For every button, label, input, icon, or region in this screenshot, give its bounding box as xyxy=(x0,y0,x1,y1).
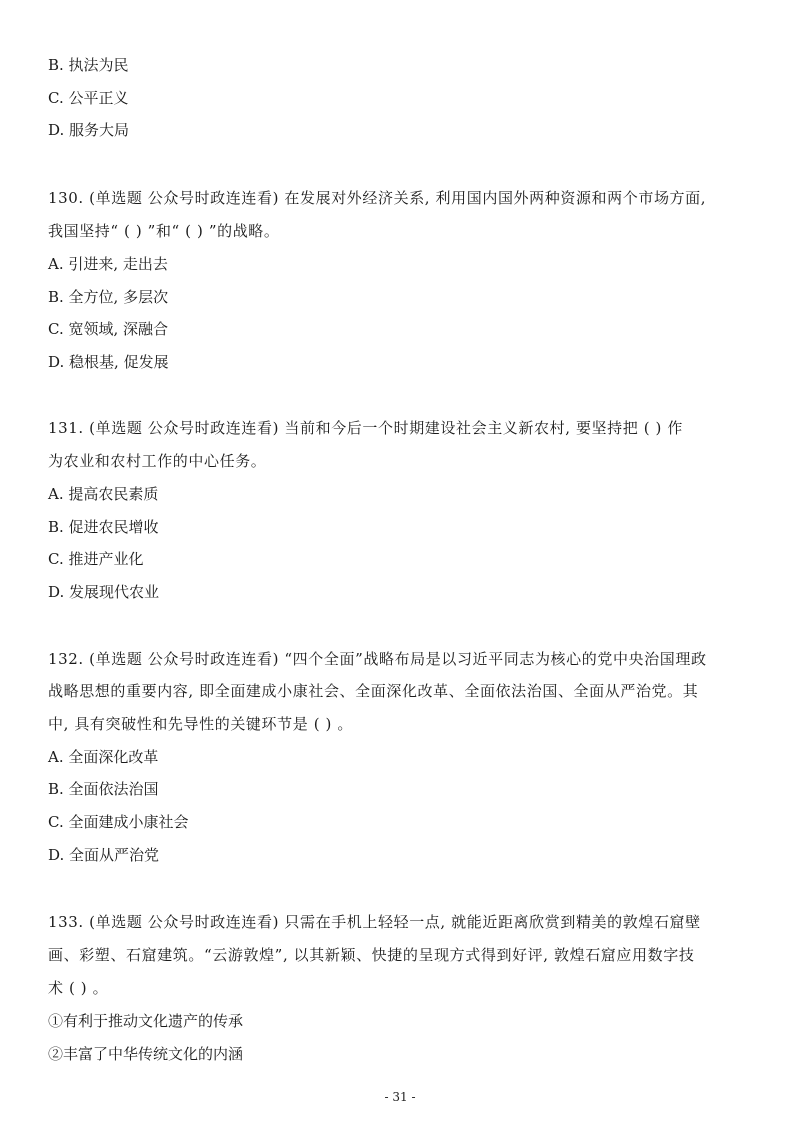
q130-option-a: A. 引进来, 走出去 xyxy=(48,255,168,273)
q132-option-b: B. 全面依法治国 xyxy=(48,780,159,798)
q129-option-b: B. 执法为民 xyxy=(48,56,129,74)
q131-stem-line-2: 为农业和农村工作的中心任务。 xyxy=(48,452,267,470)
q133-stem-line-3: 术 ( ) 。 xyxy=(48,979,109,997)
q133-stem-line-2: 画、彩塑、石窟建筑。“云游敦煌”, 以其新颖、快捷的呈现方式得到好评, 敦煌石窟应用数字技 xyxy=(48,946,695,964)
q133-statement-1: ①有利于推动文化遗产的传承 xyxy=(48,1012,244,1030)
page-number: - 31 - xyxy=(384,1090,416,1104)
q131-stem-line-1: 131. (单选题 公众号时政连连看) 当前和今后一个时期建设社会主义新农村, 要坚持把 ( ) 作 xyxy=(48,419,683,437)
q133-statement-2: ②丰富了中华传统文化的内涵 xyxy=(48,1045,244,1063)
q132-option-a: A. 全面深化改革 xyxy=(48,748,159,766)
q129-option-d: D. 服务大局 xyxy=(48,121,130,139)
q130-stem-line-1: 130. (单选题 公众号时政连连看) 在发展对外经济关系, 利用国内国外两种资源和两个市场方面, xyxy=(48,189,707,207)
q131-option-b: B. 促进农民增收 xyxy=(48,518,159,536)
q130-option-c: C. 宽领域, 深融合 xyxy=(48,320,169,338)
q131-option-a: A. 提高农民素质 xyxy=(48,485,159,503)
q129-option-c: C. 公平正义 xyxy=(48,89,129,107)
q132-stem-line-1: 132. (单选题 公众号时政连连看) “四个全面”战略布局是以习近平同志为核心的党中央治国理政 xyxy=(48,650,707,668)
q130-option-d: D. 稳根基, 促发展 xyxy=(48,353,169,371)
q132-option-c: C. 全面建成小康社会 xyxy=(48,813,189,831)
q132-stem-line-3: 中, 具有突破性和先导性的关键环节是 ( ) 。 xyxy=(48,715,353,733)
q131-option-d: D. 发展现代农业 xyxy=(48,583,160,601)
q131-option-c: C. 推进产业化 xyxy=(48,550,144,568)
q133-stem-line-1: 133. (单选题 公众号时政连连看) 只需在手机上轻轻一点, 就能近距离欣赏到精美的敦煌石窟壁 xyxy=(48,913,701,931)
q130-stem-line-2: 我国坚持“ ( ) ”和“ ( ) ”的战略。 xyxy=(48,222,280,240)
q132-option-d: D. 全面从严治党 xyxy=(48,846,160,864)
q130-option-b: B. 全方位, 多层次 xyxy=(48,288,169,306)
q132-stem-line-2: 战略思想的重要内容, 即全面建成小康社会、全面深化改革、全面依法治国、全面从严治党。其 xyxy=(48,682,699,700)
